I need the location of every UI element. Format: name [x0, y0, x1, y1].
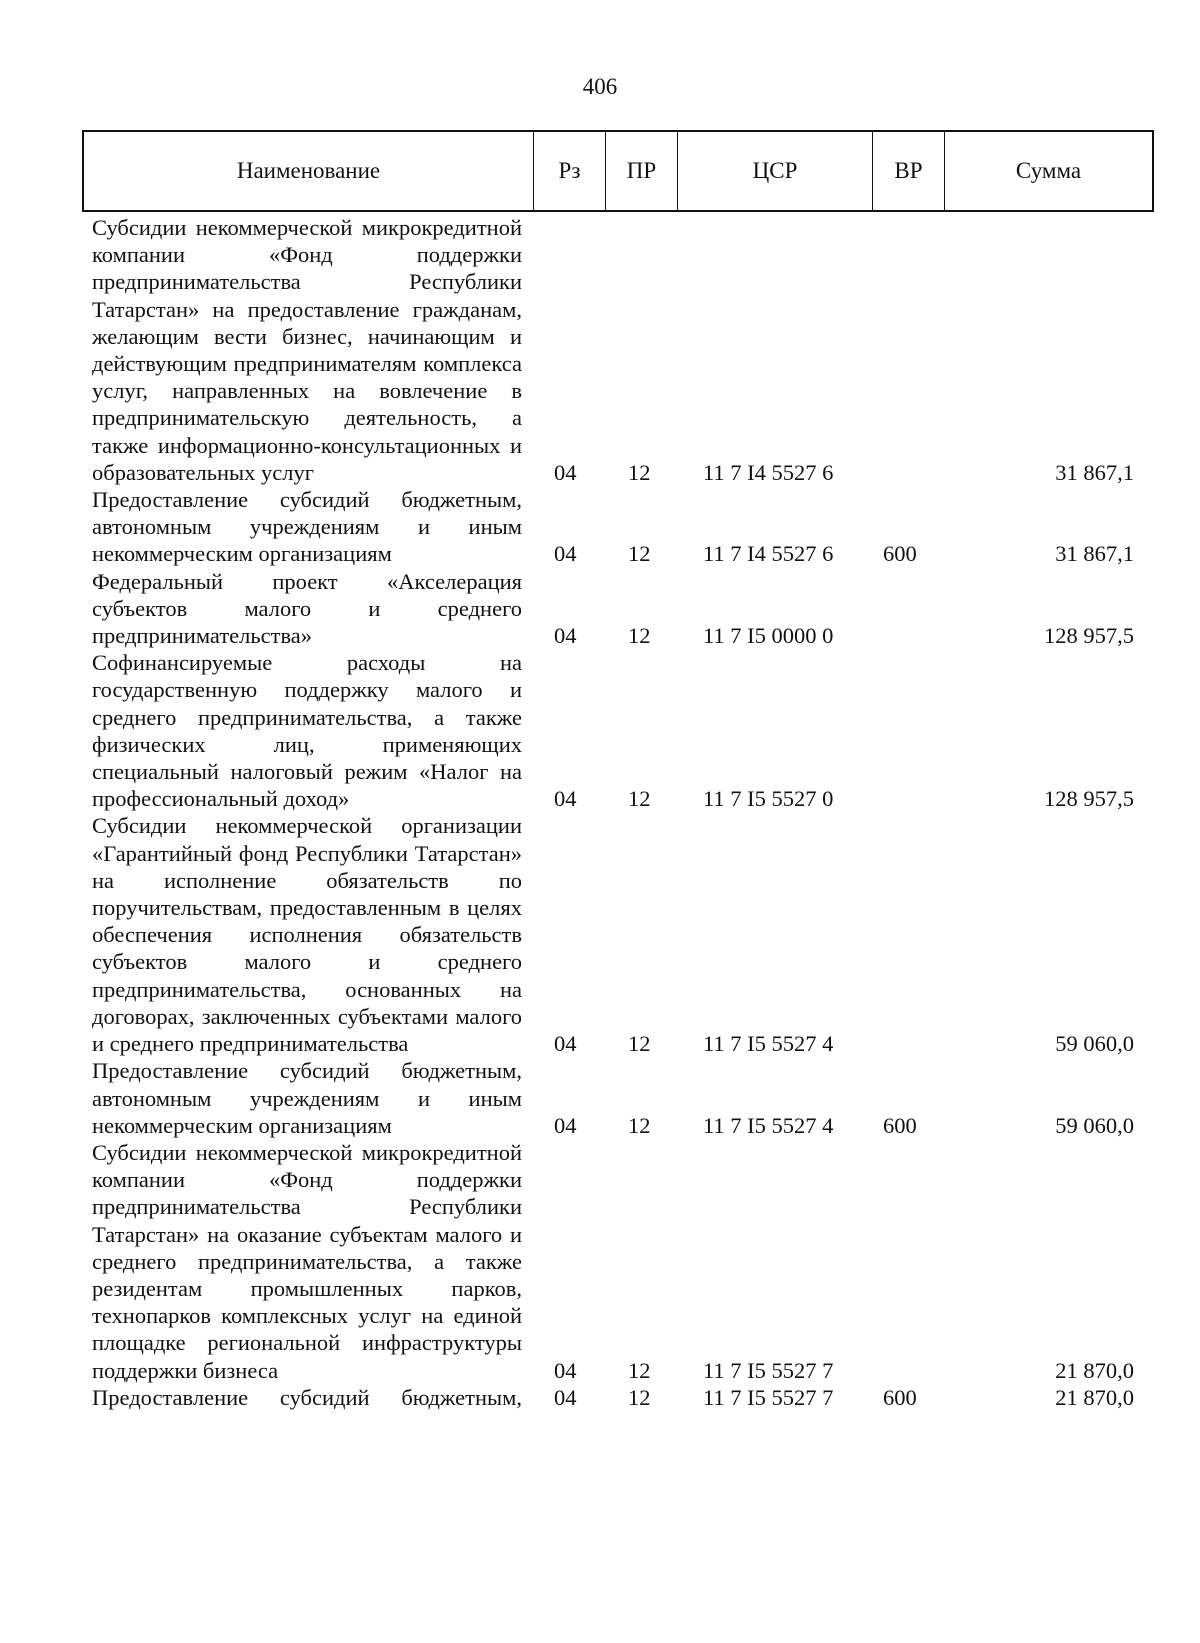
row-csr: 11 7 I5 0000 0: [703, 623, 834, 649]
row-pr: 12: [628, 1357, 651, 1383]
row-codes: [92, 1030, 1144, 1057]
row-name: Субсидии некоммерческой микрокредитной компании «Фонд поддержки предпринимательства Республики Татарстан» на оказание субъектам малого и среднего предпринимательства, а также резидентам промышленных парков, технопарков комплексных услуг на единой площадке региональной инфраструктуры поддержки бизнеса: [92, 1139, 522, 1383]
row-sum: 59 060,0: [1055, 1112, 1134, 1138]
row-rz: 04: [554, 1031, 577, 1057]
table-row: [92, 1384, 1144, 1411]
row-sum: 128 957,5: [1044, 623, 1134, 649]
table-row: [92, 649, 1144, 812]
row-codes: [92, 785, 1144, 812]
row-codes: [92, 540, 1144, 567]
row-pr: 12: [628, 541, 651, 567]
row-pr: 12: [628, 459, 651, 485]
row-vr: 600: [883, 1384, 917, 1410]
row-sum: 31 867,1: [1055, 541, 1134, 567]
row-csr: 11 7 I4 5527 6: [703, 459, 834, 485]
row-csr: 11 7 I5 5527 4: [703, 1031, 834, 1057]
table-body: [92, 214, 1144, 1411]
row-csr: 11 7 I5 5527 7: [703, 1357, 834, 1383]
header-csr: ЦСР: [678, 132, 873, 210]
row-pr: 12: [628, 1112, 651, 1138]
header-pr: ПР: [606, 132, 678, 210]
header-sum: Сумма: [1015, 158, 1082, 183]
row-rz: 04: [554, 786, 577, 812]
table-row: [92, 812, 1144, 1057]
row-sum: 128 957,5: [1044, 786, 1134, 812]
row-name: Субсидии некоммерческой микрокредитной компании «Фонд поддержки предпринимательства Республики Татарстан» на предоставление гражданам, желающим вести бизнес, начинающим и действующим предпринимателям комплекса услуг, направленных на вовлечение в предпринимательскую деятельность, а также информационно-консультационных и образовательных услуг: [92, 215, 522, 485]
row-rz: 04: [554, 1112, 577, 1138]
table-row: [92, 1057, 1144, 1139]
row-rz: 04: [554, 623, 577, 649]
row-pr: 12: [628, 786, 651, 812]
row-sum: 21 870,0: [1055, 1357, 1134, 1383]
row-pr: 12: [628, 623, 651, 649]
row-pr: 12: [628, 1384, 651, 1410]
row-name: Федеральный проект «Акселерация субъектов малого и среднего предпринимательства»: [92, 568, 522, 649]
row-csr: 11 7 I5 5527 4: [703, 1112, 834, 1138]
row-codes: [92, 1384, 1144, 1411]
row-csr: 11 7 I5 5527 7: [703, 1384, 834, 1410]
row-pr: 12: [628, 1031, 651, 1057]
row-name: Софинансируемые расходы на государственную поддержку малого и среднего предпринимательства, а также физических лиц, применяющих специальный налоговый режим «Налог на профессиональный доход»: [92, 650, 522, 812]
row-vr: 600: [883, 541, 917, 567]
row-rz: 04: [554, 459, 577, 485]
row-name: Предоставление субсидий бюджетным, автономным учреждениям и иным некоммерческим организациям: [92, 1058, 522, 1138]
row-sum: 31 867,1: [1055, 459, 1134, 485]
row-rz: 04: [554, 1384, 577, 1410]
row-vr: 600: [883, 1112, 917, 1138]
row-sum: 59 060,0: [1055, 1031, 1134, 1057]
row-codes: [92, 622, 1144, 649]
row-codes: [92, 459, 1144, 486]
row-csr: 11 7 I5 5527 0: [703, 786, 834, 812]
table-header: [82, 130, 1154, 212]
row-codes: [92, 1112, 1144, 1139]
row-name: Субсидии некоммерческой организации «Гарантийный фонд Республики Татарстан» на исполнение обязательств по поручительствам, предоставленным в целях обеспечения исполнения обязательств субъектов малого и среднего предпринимательства, основанных на договорах, заключенных субъектами малого и среднего предпринимательства: [92, 813, 522, 1057]
row-rz: 04: [554, 541, 577, 567]
row-name: Предоставление субсидий бюджетным, автономным учреждениям и иным некоммерческим организациям: [92, 487, 522, 567]
row-codes: [92, 1357, 1144, 1384]
table-row: [92, 1139, 1144, 1384]
header-rz: Рз: [534, 132, 606, 210]
row-name: Предоставление субсидий бюджетным,: [92, 1384, 522, 1410]
table-row: [92, 568, 1144, 650]
table-row: [92, 214, 1144, 486]
row-rz: 04: [554, 1357, 577, 1383]
row-sum: 21 870,0: [1055, 1384, 1134, 1410]
header-name: Наименование: [84, 132, 534, 210]
row-csr: 11 7 I4 5527 6: [703, 541, 834, 567]
table-row: [92, 486, 1144, 568]
header-vr: ВР: [873, 132, 945, 210]
page-number: 406: [582, 74, 618, 99]
